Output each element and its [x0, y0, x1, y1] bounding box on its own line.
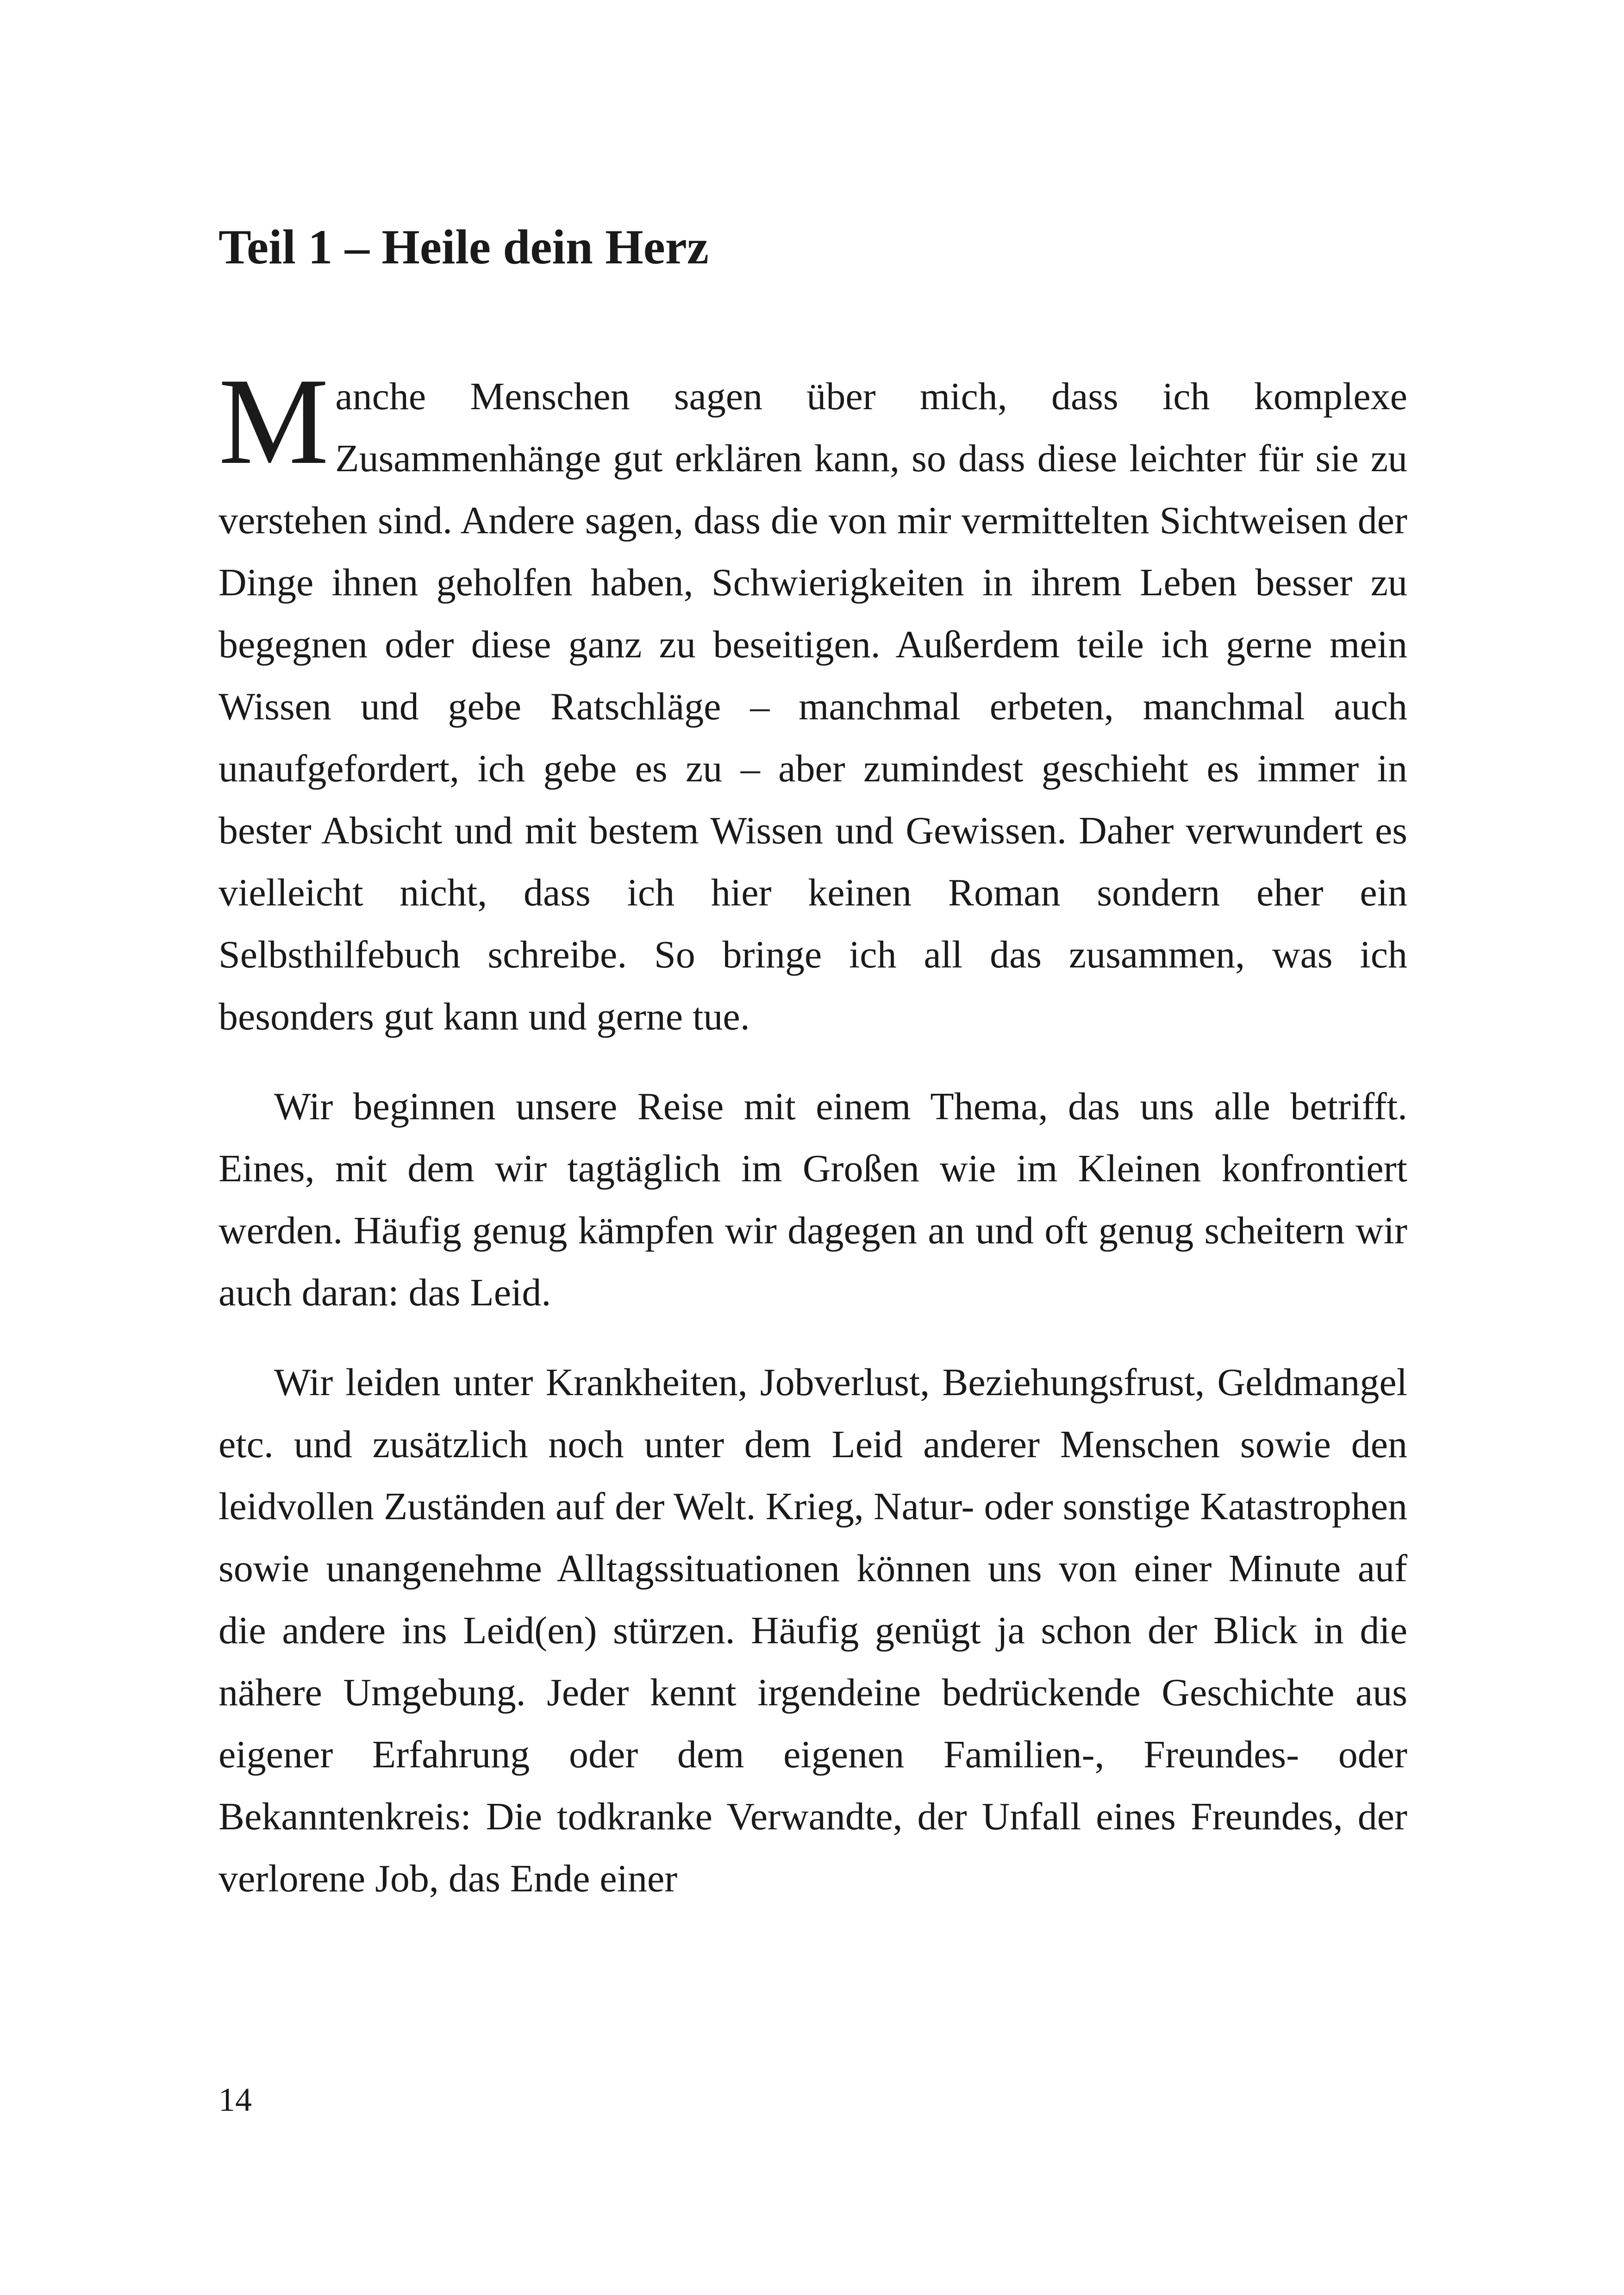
body-text: [219, 352, 1407, 1938]
paragraph-1: [219, 352, 1407, 1048]
paragraph-2: Wir beginnen unsere Reise mit einem Thema, das uns alle betrifft. Eines, mit dem wir tagtäglich im Großen wie im Kleinen konfrontiert werden. Häufig genug kämpfen wir dagegen an und oft genug scheitern wir auch daran: das Leid.: [219, 1085, 1407, 1314]
paragraph-3: Wir leiden unter Krankheiten, Jobverlust, Beziehungsfrust, Geldmangel etc. und zusätzlich noch unter dem Leid anderer Menschen sowie den leidvollen Zuständen auf der Welt. Krieg, Natur- oder sonstige Katastrophen sowie unangenehme Alltagssituationen können uns von einer Minute auf die andere ins Leid(en) stürzen. Häufig genügt ja schon der Blick in die nähere Umgebung. Jeder kennt irgendeine bedrückende Geschichte aus eigener Erfahrung oder dem eigenen Familien-, Freundes- oder Bekanntenkreis: Die todkranke Verwandte, der Unfall eines Freundes, der verlorene Job, das Ende einer: [219, 1361, 1407, 1900]
chapter-title: Teil 1 – Heile dein Herz: [219, 220, 709, 274]
paragraph-1-text: anche Menschen sagen über mich, dass ich komplexe Zusammenhänge gut erklären kann, so dass diese leichter für sie zu verstehen sind. Andere sagen, dass die von mir vermittelten Sichtweisen der Dinge ihnen geholfen haben, Schwierigkeiten in ihrem Leben besser zu begegnen oder diese ganz zu beseitigen. Außerdem teile ich gerne mein Wissen und gebe Ratschläge – manchmal erbeten, manchmal auch unaufgefordert, ich gebe es zu – aber zumindest geschieht es immer in bester Absicht und mit bestem Wissen und Gewissen. Daher verwundert es vielleicht nicht, dass ich hier keinen Roman sondern eher ein Selbsthilfebuch schreibe. So bringe ich all das zusammen, was ich besonders gut kann und gerne tue.: [219, 375, 1407, 1038]
page-number: 14: [219, 2081, 252, 2118]
drop-cap: M: [219, 352, 329, 490]
